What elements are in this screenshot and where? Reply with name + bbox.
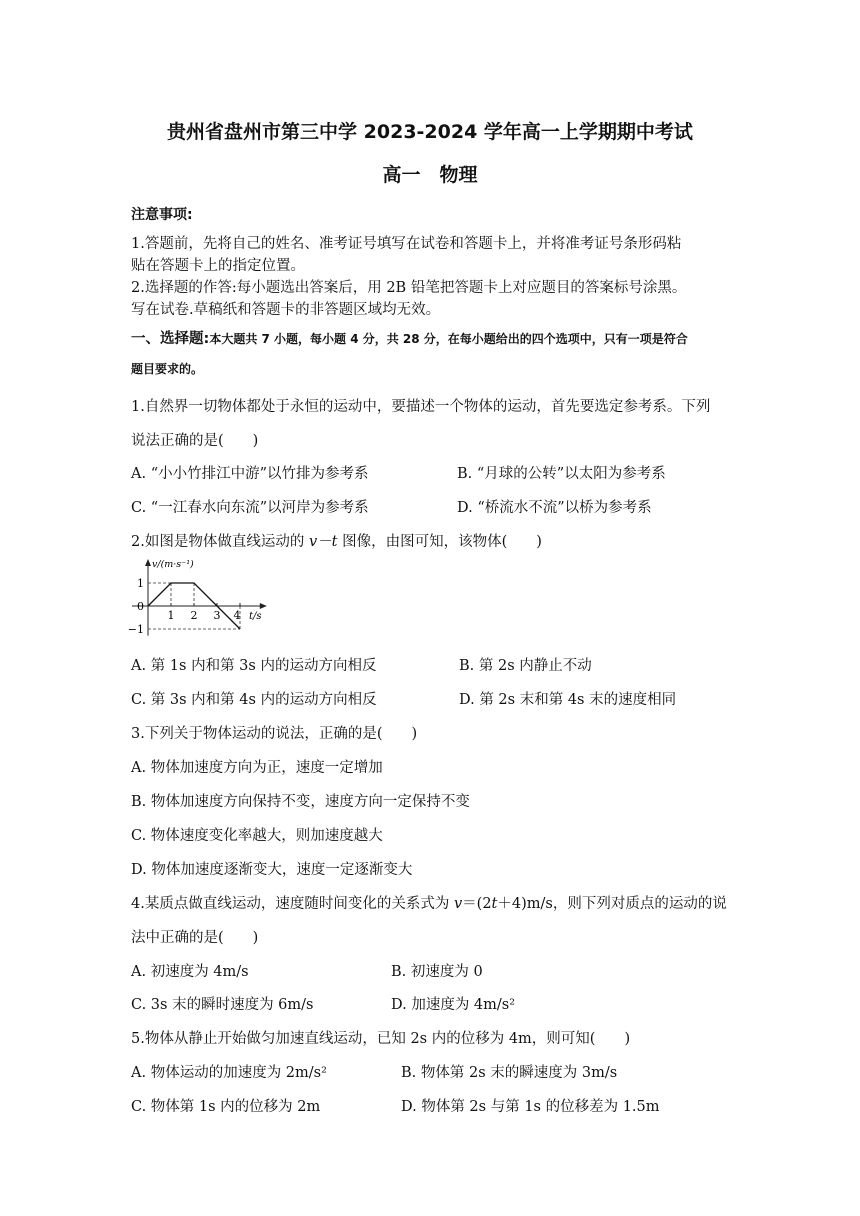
q1-option-b: B. “月球的公转”以太阳为参考系 (457, 466, 666, 482)
q1-stem-line1: 1.自然界一切物体都处于永恒的运动中，要描述一个物体的运动，首先要选定参考系。下列 (131, 399, 711, 415)
section-desc-line1: 本大题共 7 小题，每小题 4 分，共 28 分，在每小题给出的四个选项中，只有一项是符合 (209, 332, 688, 346)
q2-option-b: B. 第 2s 内静止不动 (459, 658, 592, 674)
q1-option-d: D. “桥流水不流”以桥为参考系 (457, 500, 652, 516)
q4-option-c: C. 3s 末的瞬时速度为 6m/s (131, 997, 314, 1013)
vt-chart (128, 556, 278, 642)
q1-stem-line2: 说法正确的是( ) (131, 433, 259, 449)
q2-option-d: D. 第 2s 末和第 4s 末的速度相同 (459, 692, 677, 708)
notice-item2-line2: 写在试卷.草稿纸和答题卡的非答题区域均无效。 (131, 302, 441, 318)
q4-option-a: A. 初速度为 4m/s (131, 964, 249, 980)
q3-option-b: B. 物体加速度方向保持不变，速度方向一定保持不变 (131, 794, 470, 810)
notice-item2-line1: 2.选择题的作答:每小题选出答案后，用 2B 铅笔把答题卡上对应题目的答案标号涂黑。 (131, 280, 687, 296)
q1-option-a: A. “小小竹排江中游”以竹排为参考系 (131, 466, 369, 482)
y-tick-label: 1 (137, 577, 144, 590)
notice-item1-line1: 1.答题前，先将自己的姓名、准考证号填写在试卷和答题卡上，并将准考证号条形码粘 (131, 236, 682, 252)
q4-stem-line1 (131, 892, 727, 913)
q2-stem-pre: 2.如图是物体做直线运动的 (131, 534, 309, 550)
q3-option-c: C. 物体速度变化率越大，则加速度越大 (131, 828, 383, 844)
section-label: 一、选择题: (131, 331, 210, 347)
x-tick-label: 1 (167, 609, 175, 622)
x-axis-arrow (260, 603, 267, 609)
y-axis-arrow (145, 559, 151, 566)
q4-stem-var: v (453, 896, 463, 912)
q5-option-b: B. 物体第 2s 末的瞬速度为 3m/s (401, 1065, 618, 1081)
x-axis-label: t/s (249, 611, 262, 622)
exam-title: 贵州省盘州市第三中学 2023-2024 学年高一上学期期中考试 (167, 121, 693, 143)
q4-stem-mid: ＝(2 (462, 896, 492, 912)
notice-heading: 注意事项: (131, 207, 193, 223)
y-tick-label: 0 (137, 600, 144, 613)
q4-stem-pre: 4.某质点做直线运动，速度随时间变化的关系式为 (131, 896, 454, 912)
section-desc-line2: 题目要求的。 (131, 362, 204, 376)
q2-option-a: A. 第 1s 内和第 3s 内的运动方向相反 (131, 658, 377, 674)
exam-subtitle: 高一 物理 (382, 164, 478, 186)
q4-stem-line2: 法中正确的是( ) (131, 930, 259, 946)
q5-stem: 5.物体从静止开始做匀加速直线运动，已知 2s 内的位移为 4m，则可知( ) (131, 1031, 631, 1047)
q4-stem-post: ＋4)m/s，则下列对质点的运动的说 (497, 896, 727, 912)
q2-option-c: C. 第 3s 内和第 4s 内的运动方向相反 (131, 692, 377, 708)
x-tick-label: 3 (213, 609, 221, 622)
q2-stem-var: v－t (308, 534, 338, 550)
q5-option-d: D. 物体第 2s 与第 1s 的位移差为 1.5m (401, 1099, 660, 1115)
q2-stem (131, 530, 542, 551)
q5-option-c: C. 物体第 1s 内的位移为 2m (131, 1099, 321, 1115)
q3-stem: 3.下列关于物体运动的说法，正确的是( ) (131, 726, 418, 742)
q4-option-b: B. 初速度为 0 (391, 964, 483, 980)
y-tick-label: −1 (128, 623, 144, 636)
section-header (131, 327, 688, 348)
x-tick-label: 4 (233, 609, 241, 622)
y-axis-label: v/(m·s⁻¹) (152, 559, 194, 570)
q4-option-d: D. 加速度为 4m/s² (391, 997, 516, 1013)
q4-stem-var2: t (491, 896, 498, 912)
q2-stem-post: 图像，由图可知，该物体( ) (337, 534, 542, 550)
x-tick-label: 2 (190, 609, 198, 622)
q1-option-c: C. “一江春水向东流”以河岸为参考系 (131, 500, 369, 516)
q3-option-d: D. 物体加速度逐渐变大，速度一定逐渐变大 (131, 862, 413, 878)
notice-item1-line2: 贴在答题卡上的指定位置。 (131, 258, 305, 274)
q5-option-a: A. 物体运动的加速度为 2m/s² (131, 1065, 327, 1081)
q3-option-a: A. 物体加速度方向为正，速度一定增加 (131, 760, 383, 776)
